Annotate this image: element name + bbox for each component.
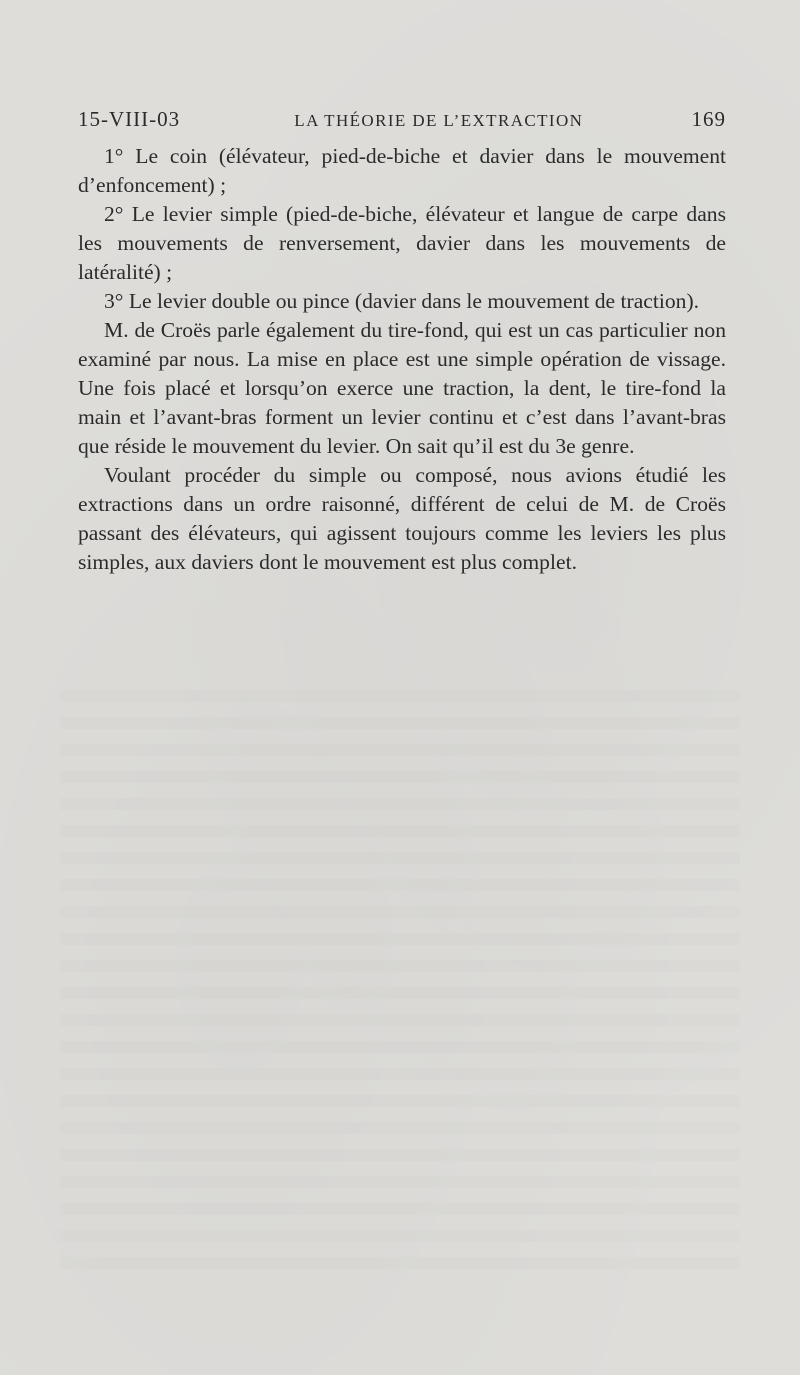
body-text	[78, 142, 726, 577]
running-header	[78, 107, 726, 137]
list-item-2: 2° Le levier simple (pied-de-biche, élévateur et langue de carpe dans les mouvements de renversement, davier dans les mouvements de latéralité) ;	[78, 202, 726, 284]
page-number: 169	[691, 107, 726, 131]
header-title: LA THÉORIE DE L’EXTRACTION	[294, 111, 584, 130]
list-item-1: 1° Le coin (élévateur, pied-de-biche et davier dans le mouvement d’enfoncement) ;	[78, 144, 726, 197]
list-item-3: 3° Le levier double ou pince (davier dans le mouvement de traction).	[104, 289, 700, 313]
show-through-texture	[60, 690, 740, 1270]
paragraph-conclusion: Voulant procéder du simple ou composé, nous avions étudié les extractions dans un ordre raisonné, différent de celui de M. de Croës passant des élévateurs, qui agissent toujours comme les leviers les plus simples, aux daviers dont le mouvement est plus complet.	[78, 463, 726, 574]
paragraph-tire-fond: M. de Croës parle également du tire-fond, qui est un cas particulier non examiné par nous. La mise en place est une simple opération de vissage. Une fois placé et lorsqu’on exerce une traction, la dent, le tire-fond la main et l’avant-bras forment un levier continu et c’est dans l’avant-bras que réside le mouvement du levier. On sait qu’il est du 3e genre.	[78, 318, 726, 458]
header-date: 15-VIII-03	[78, 107, 181, 131]
